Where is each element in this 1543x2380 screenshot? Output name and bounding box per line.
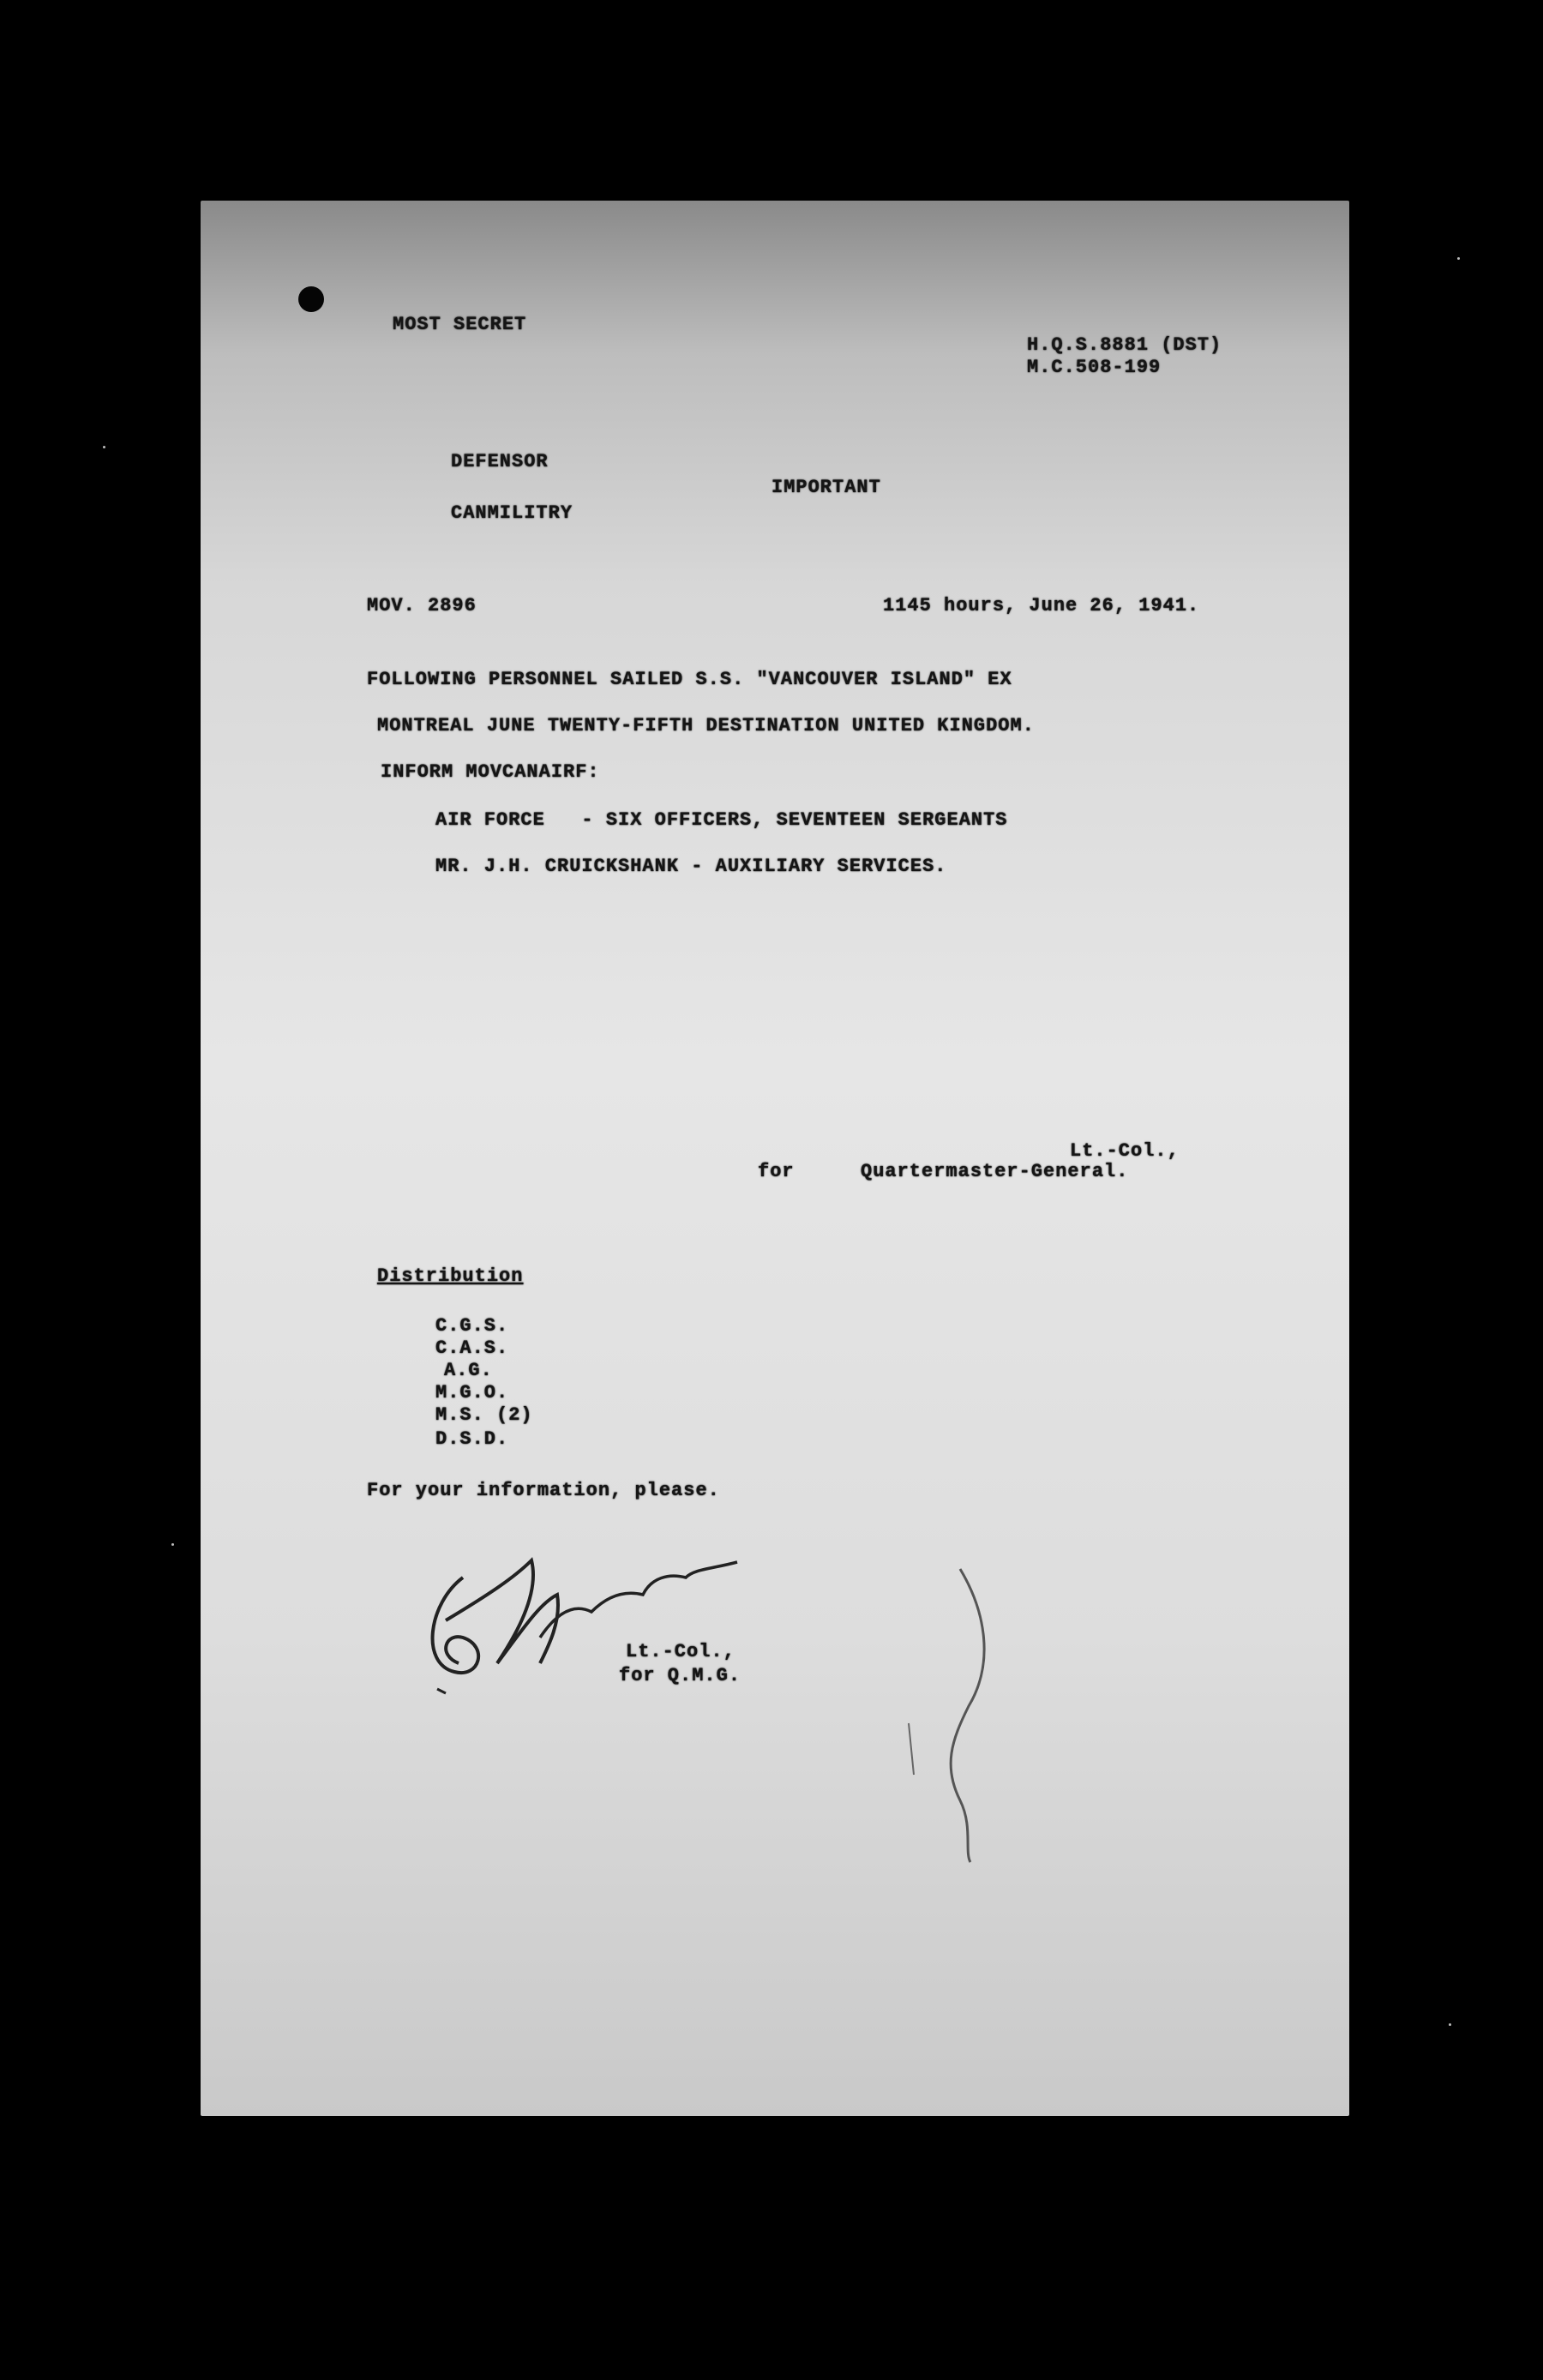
addressee-1: DEFENSOR [451,451,549,472]
priority: IMPORTANT [772,477,881,498]
signature-for: for Q.M.G. [619,1665,741,1686]
distribution-item: D.S.D. [435,1428,509,1450]
distribution-item: M.G.O. [435,1382,509,1403]
body-line-1: FOLLOWING PERSONNEL SAILED S.S. "VANCOUVER ISLAND" EX [367,669,1012,690]
punch-hole [298,286,324,312]
message-number: MOV. 2896 [367,595,477,616]
film-speck [1449,2023,1451,2026]
distribution-item: C.G.S. [435,1315,509,1337]
sign-rank: Lt.-Col., [1070,1140,1180,1162]
file-reference-2: M.C.508-199 [1027,357,1162,378]
signature-rank: Lt.-Col., [626,1641,735,1662]
film-speck [171,1543,174,1546]
film-speck [1457,257,1460,260]
distribution-item: M.S. (2) [435,1404,533,1426]
handwritten-signature [411,1543,789,1715]
sign-title: Quartermaster-General. [861,1161,1129,1182]
classification: MOST SECRET [393,314,527,335]
distribution-item: C.A.S. [435,1337,509,1359]
info-note: For your information, please. [367,1480,720,1501]
body-line-3: INFORM MOVCANAIRF: [381,761,600,783]
distribution-item: A.G. [444,1360,493,1381]
message-time: 1145 hours, June 26, 1941. [883,595,1200,616]
file-reference-1: H.Q.S.8881 (DST) [1027,334,1222,356]
addressee-2: CANMILITRY [451,502,573,524]
film-speck [103,446,105,448]
body-line-5: MR. J.H. CRUICKSHANK - AUXILIARY SERVICES. [435,856,947,877]
body-line-4: AIR FORCE - SIX OFFICERS, SEVENTEEN SERGEANTS [435,809,1008,831]
distribution-heading: Distribution [377,1265,524,1287]
body-line-2: MONTREAL JUNE TWENTY-FIFTH DESTINATION UNITED KINGDOM. [377,715,1035,736]
sign-for: for [758,1161,795,1182]
pencil-mark [892,1560,1029,1869]
